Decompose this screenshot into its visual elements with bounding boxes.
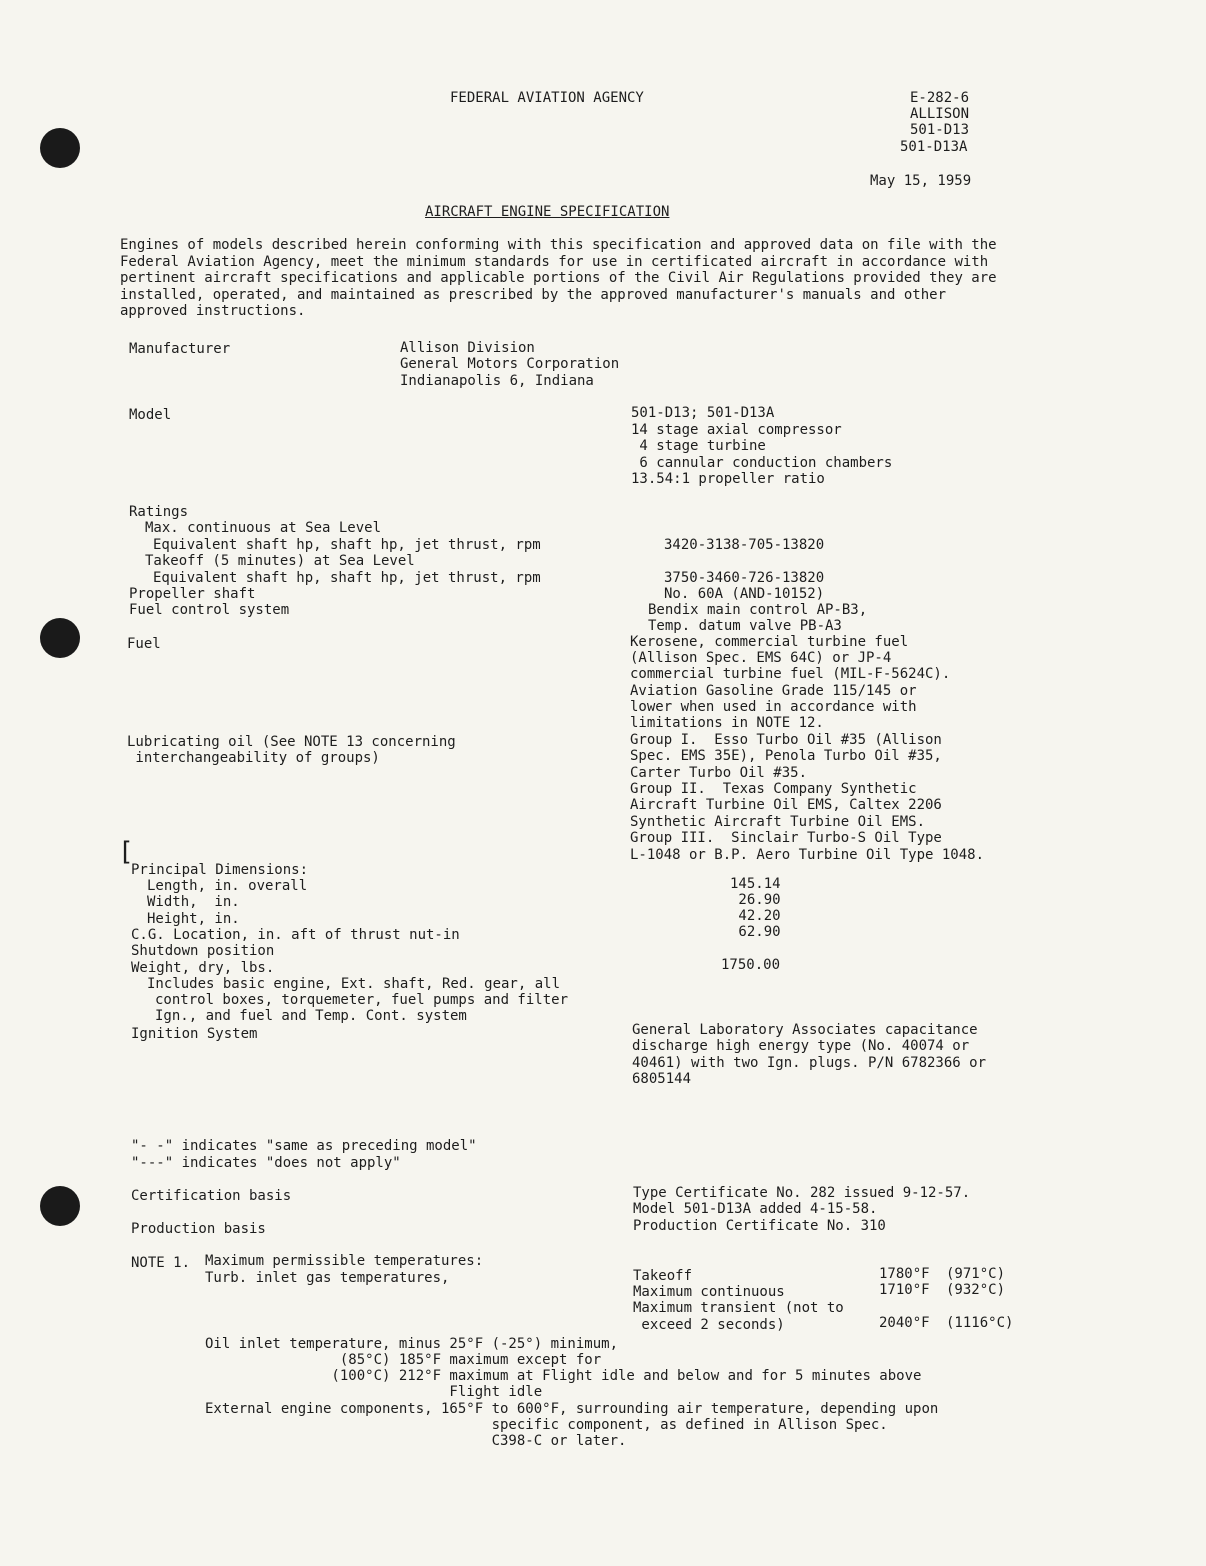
oil-line: Group II. Texas Company Synthetic	[630, 781, 917, 797]
fuel-line: (Allison Spec. EMS 64C) or JP-4	[630, 650, 892, 666]
oil-inlet-line: (100°C) 212°F maximum at Flight idle and below and for 5 minutes above	[205, 1368, 922, 1384]
ratings-max-continuous-value: 3420-3138-705-13820	[664, 537, 825, 553]
doc-ref-number: E-282-6	[910, 90, 970, 106]
ratings-takeoff: Takeoff (5 minutes) at Sea Level	[145, 553, 415, 569]
dimensions-height: Height, in.	[147, 911, 240, 927]
model-label: Model	[129, 407, 172, 423]
external-line: External engine components, 165°F to 600°F, surrounding air temperature, depending upon	[205, 1401, 939, 1417]
temp-row-name: Takeoff	[633, 1268, 693, 1284]
doc-title: AIRCRAFT ENGINE SPECIFICATION	[425, 204, 670, 220]
dimensions-shutdown: Shutdown position	[131, 943, 275, 959]
temp-row-c: (932°C)	[946, 1282, 1006, 1298]
revision-bracket: [	[118, 837, 134, 867]
dimensions-weight-note: control boxes, torquemeter, fuel pumps and filter	[155, 992, 569, 1008]
punch-hole-bottom	[40, 1186, 80, 1226]
dimensions-length: Length, in. overall	[147, 878, 308, 894]
dimensions-weight: Weight, dry, lbs.	[131, 960, 275, 976]
legend-line: "- -" indicates "same as preceding model"	[131, 1138, 477, 1154]
dimension-value: 62.90	[730, 924, 781, 940]
fuel-line: commercial turbine fuel (MIL-F-5624C).	[630, 666, 951, 682]
manufacturer-line: General Motors Corporation	[400, 356, 620, 372]
propeller-value: No. 60A (AND-10152)	[664, 586, 825, 602]
oil-line: Group III. Sinclair Turbo-S Oil Type	[630, 830, 942, 846]
fuel-line: lower when used in accordance with	[630, 699, 917, 715]
temp-row-name: exceed 2 seconds)	[633, 1317, 785, 1333]
ratings-takeoff-sub: Equivalent shaft hp, shaft hp, jet thrust, rpm	[153, 570, 541, 586]
punch-hole-top	[40, 128, 80, 168]
oil-inlet-line: Oil inlet temperature, minus 25°F (-25°) minimum,	[205, 1336, 619, 1352]
fuel-line: Kerosene, commercial turbine fuel	[630, 634, 909, 650]
certification-line: Type Certificate No. 282 issued 9-12-57.	[633, 1185, 971, 1201]
weight-value: 1750.00	[721, 957, 781, 973]
oil-line: L-1048 or B.P. Aero Turbine Oil Type 1048.	[630, 847, 985, 863]
dimension-value: 145.14	[730, 876, 781, 892]
temp-row-f: 1710°F	[879, 1282, 930, 1298]
intro-line-4: installed, operated, and maintained as prescribed by the approved manufacturer's manuals and other	[120, 287, 947, 303]
manufacturer-line: Allison Division	[400, 340, 535, 356]
certification-label: Certification basis	[131, 1188, 292, 1204]
model-line: 13.54:1 propeller ratio	[631, 471, 825, 487]
propeller-label: Propeller shaft	[129, 586, 256, 602]
external-line: specific component, as defined in Allison Spec.	[205, 1417, 888, 1433]
oil-label-sub: interchangeability of groups)	[127, 750, 380, 766]
fuel-line: Aviation Gasoline Grade 115/145 or	[630, 683, 917, 699]
temp-row-name: Maximum transient (not to	[633, 1300, 844, 1316]
dimensions-label: Principal Dimensions:	[131, 862, 309, 878]
intro-line-5: approved instructions.	[120, 303, 306, 319]
ignition-line: 40461) with two Ign. plugs. P/N 6782366 or	[632, 1055, 987, 1071]
fuel-control-line: Temp. datum valve PB-A3	[648, 618, 842, 634]
fuel-line: limitations in NOTE 12.	[630, 715, 824, 731]
oil-inlet-line: Flight idle	[205, 1384, 543, 1400]
ignition-label: Ignition System	[131, 1026, 258, 1042]
doc-ref-model-2: 501-D13A	[900, 139, 968, 155]
fuel-label: Fuel	[127, 636, 161, 652]
temp-row-c: (1116°C)	[946, 1315, 1014, 1331]
oil-line: Carter Turbo Oil #35.	[630, 765, 808, 781]
temp-row-name: Maximum continuous	[633, 1284, 785, 1300]
manufacturer-line: Indianapolis 6, Indiana	[400, 373, 594, 389]
note1-label: NOTE 1.	[131, 1255, 191, 1271]
fuel-control-label: Fuel control system	[129, 602, 290, 618]
oil-line: Spec. EMS 35E), Penola Turbo Oil #35,	[630, 748, 942, 764]
note1-sub: Turb. inlet gas temperatures,	[205, 1270, 450, 1286]
fuel-control-line: Bendix main control AP-B3,	[648, 602, 868, 618]
temp-row-f: 1780°F	[879, 1266, 930, 1282]
ignition-line: General Laboratory Associates capacitance	[632, 1022, 978, 1038]
ignition-line: discharge high energy type (No. 40074 or	[632, 1038, 970, 1054]
manufacturer-label: Manufacturer	[129, 341, 231, 357]
dimensions-cg: C.G. Location, in. aft of thrust nut-in	[131, 927, 460, 943]
oil-line: Aircraft Turbine Oil EMS, Caltex 2206	[630, 797, 942, 813]
production-label: Production basis	[131, 1221, 266, 1237]
model-line: 4 stage turbine	[631, 438, 766, 454]
agency-name: FEDERAL AVIATION AGENCY	[450, 90, 644, 106]
dimension-value: 42.20	[730, 908, 781, 924]
intro-line-1: Engines of models described herein conforming with this specification and approved data on file with the	[120, 237, 997, 253]
temp-row-f: 2040°F	[879, 1315, 930, 1331]
ratings-max-continuous: Max. continuous at Sea Level	[145, 520, 382, 536]
dimensions-weight-note: Includes basic engine, Ext. shaft, Red. gear, all	[147, 976, 561, 992]
model-line: 501-D13; 501-D13A	[631, 405, 775, 421]
intro-line-2: Federal Aviation Agency, meet the minimum standards for use in certificated aircraft in accordance with	[120, 254, 989, 270]
ratings-takeoff-value: 3750-3460-726-13820	[664, 570, 825, 586]
ratings-max-continuous-sub: Equivalent shaft hp, shaft hp, jet thrust, rpm	[153, 537, 541, 553]
doc-date: May 15, 1959	[870, 173, 972, 189]
doc-ref-maker: ALLISON	[910, 106, 970, 122]
external-line: C398-C or later.	[205, 1433, 627, 1449]
model-line: 6 cannular conduction chambers	[631, 455, 893, 471]
oil-inlet-line: (85°C) 185°F maximum except for	[205, 1352, 602, 1368]
model-line: 14 stage axial compressor	[631, 422, 842, 438]
production-value: Production Certificate No. 310	[633, 1218, 886, 1234]
dimension-value: 26.90	[730, 892, 781, 908]
dimensions-weight-note: Ign., and fuel and Temp. Cont. system	[155, 1008, 467, 1024]
legend-line: "---" indicates "does not apply"	[131, 1155, 401, 1171]
temp-row-c: (971°C)	[946, 1266, 1006, 1282]
note1-title: Maximum permissible temperatures:	[205, 1253, 484, 1269]
oil-line: Group I. Esso Turbo Oil #35 (Allison	[630, 732, 942, 748]
doc-ref-model-1: 501-D13	[910, 122, 970, 138]
ignition-line: 6805144	[632, 1071, 692, 1087]
punch-hole-middle	[40, 618, 80, 658]
oil-label: Lubricating oil (See NOTE 13 concerning	[127, 734, 456, 750]
dimensions-width: Width, in.	[147, 894, 240, 910]
certification-line: Model 501-D13A added 4-15-58.	[633, 1201, 878, 1217]
ratings-label: Ratings	[129, 504, 189, 520]
oil-line: Synthetic Aircraft Turbine Oil EMS.	[630, 814, 926, 830]
intro-line-3: pertinent aircraft specifications and applicable portions of the Civil Air Regulations provided they are	[120, 270, 997, 286]
